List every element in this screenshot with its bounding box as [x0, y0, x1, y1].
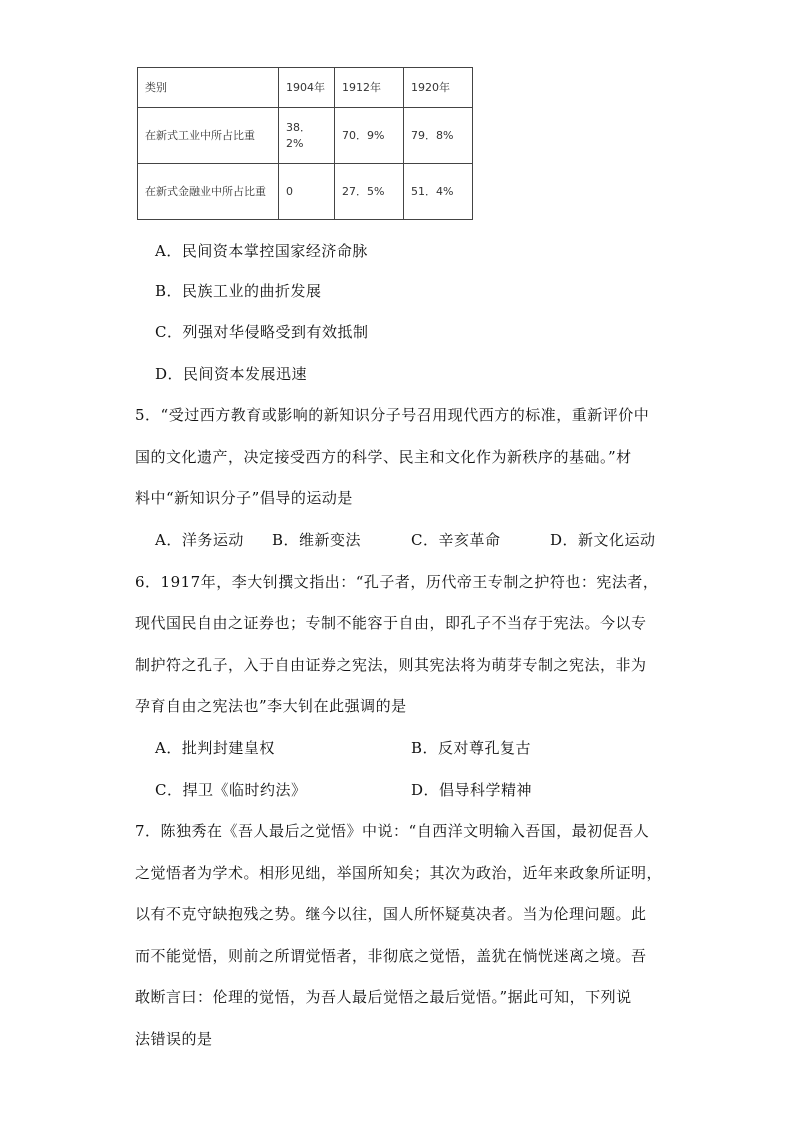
- q4-option-d: D．民间资本发展迅速: [155, 365, 308, 383]
- q6-option-c: C．捍卫《临时约法》: [155, 781, 307, 799]
- table-header-cell: 1920年: [404, 68, 473, 108]
- q6-stem-line: 孕育自由之宪法也”李大钊在此强调的是: [135, 697, 407, 715]
- q6-stem-line: 6．1917年，李大钊撰文指出：“孔子者，历代帝王专制之护符也：宪法者，: [135, 573, 659, 591]
- q7-stem-line: 之觉悟者为学术。相形见绌，举国所知矣；其次为政治，近年来政象所证明，: [135, 864, 663, 882]
- q5-option-b: B．维新变法: [272, 531, 362, 549]
- table-cell: 0: [279, 164, 335, 220]
- q6-stem-line: 制护符之孔子，入于自由证券之宪法，则其宪法将为萌芽专制之宪法，非为: [135, 656, 647, 674]
- table-cell: 在新式金融业中所占比重: [138, 164, 279, 220]
- q7-stem-line: 敢断言曰：伦理的觉悟，为吾人最后觉悟之最后觉悟。”据此可知，下列说: [135, 988, 632, 1006]
- q7-stem-line: 7．陈独秀在《吾人最后之觉悟》中说：“自西洋文明输入吾国，最初促吾人: [135, 822, 650, 840]
- q6-option-d: D．倡导科学精神: [411, 781, 533, 799]
- q5-stem-line: 5．“受过西方教育或影响的新知识分子号召用现代西方的标准，重新评价中: [135, 406, 650, 424]
- table-row: [138, 164, 473, 220]
- q6-stem-line: 现代国民自由之证券也；专制不能容于自由，即孔子不当存于宪法。今以专: [135, 614, 647, 632]
- q6-option-b: B．反对尊孔复古: [411, 739, 532, 757]
- q5-option-a: A．洋务运动: [155, 531, 244, 549]
- table-header-cell: 1912年: [335, 68, 404, 108]
- data-table: [137, 67, 473, 220]
- table-cell: 70．9%: [335, 108, 404, 164]
- table-cell: 在新式工业中所占比重: [138, 108, 279, 164]
- q4-option-b: B．民族工业的曲折发展: [155, 282, 322, 300]
- q7-stem-line: 而不能觉悟，则前之所谓觉悟者，非彻底之觉悟，盖犹在惝恍迷离之境。吾: [135, 947, 647, 965]
- q7-stem-line: 以有不克守缺抱残之势。继今以往，国人所怀疑莫决者。当为伦理问题。此: [135, 905, 647, 923]
- q5-stem-line: 料中“新知识分子”倡导的运动是: [135, 489, 353, 507]
- q4-option-a: A．民间资本掌控国家经济命脉: [155, 242, 368, 260]
- table-header-cell: 类别: [138, 68, 279, 108]
- table-header-cell: 1904年: [279, 68, 335, 108]
- table-cell: 38．2%: [279, 108, 335, 164]
- q5-option-c: C．辛亥革命: [411, 531, 501, 549]
- table-cell: 51．4%: [404, 164, 473, 220]
- table-header-row: [138, 68, 473, 108]
- table-cell: 79．8%: [404, 108, 473, 164]
- table-row: [138, 108, 473, 164]
- table-cell: 27．5%: [335, 164, 404, 220]
- q7-stem-line: 法错误的是: [135, 1030, 213, 1048]
- q5-option-d: D．新文化运动: [550, 531, 656, 549]
- q6-option-a: A．批判封建皇权: [155, 739, 275, 757]
- q4-option-c: C．列强对华侵略受到有效抵制: [155, 323, 369, 341]
- q5-stem-line: 国的文化遗产，决定接受西方的科学、民主和文化作为新秩序的基础。”材: [135, 448, 632, 466]
